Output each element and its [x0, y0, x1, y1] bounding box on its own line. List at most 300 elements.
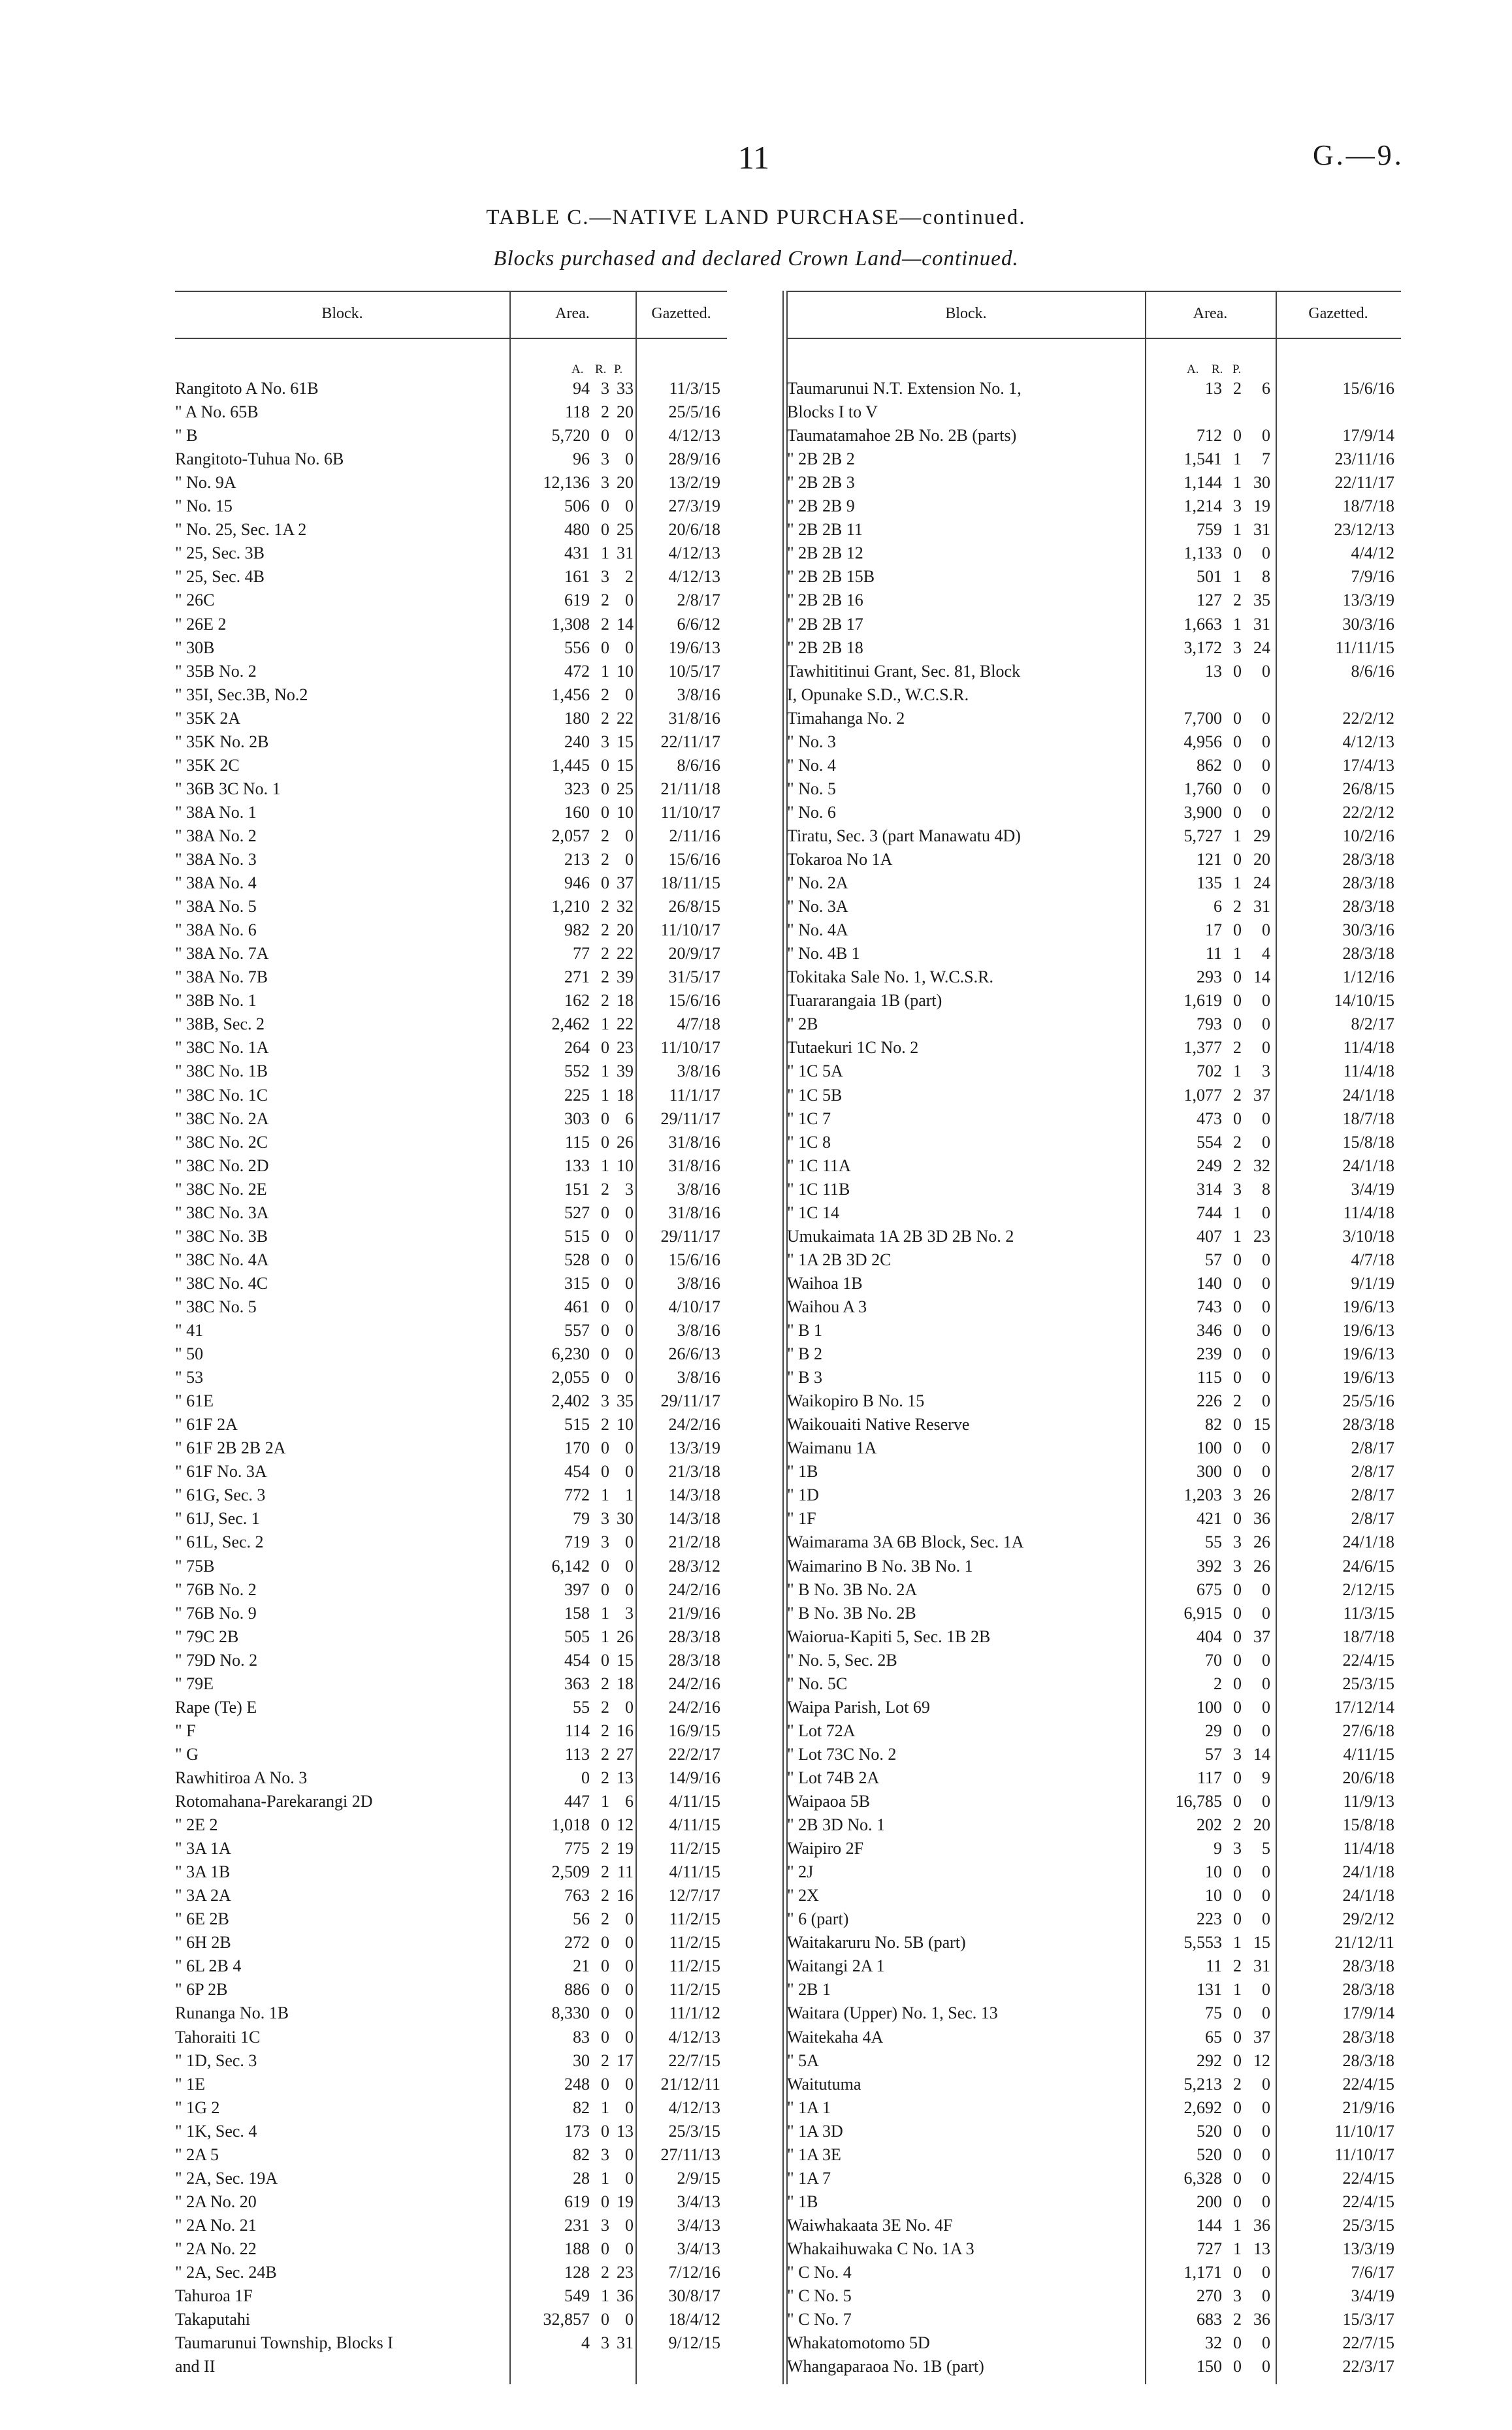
- left-table: [175, 291, 727, 2384]
- acres-cell: 2,509: [551, 1862, 590, 1882]
- acres-cell: 472: [564, 661, 590, 681]
- acres-cell: 188: [564, 2239, 590, 2258]
- gazetted-cell: 31/8/16: [668, 1156, 720, 1175]
- acres-cell: 115: [1197, 1368, 1222, 1387]
- table-row: [175, 2051, 727, 2073]
- block-cell: " 38C No. 1B: [175, 1061, 268, 1081]
- gazetted-cell: 2/8/17: [1351, 1485, 1394, 1505]
- gazetted-cell: 15/6/16: [1342, 379, 1394, 398]
- roods-cell: 0: [601, 2310, 609, 2329]
- table-row: [175, 709, 727, 730]
- table-row: [787, 2003, 1401, 2025]
- acres-cell: 515: [564, 1226, 590, 1246]
- acres-cell: 675: [1197, 1580, 1222, 1599]
- perches-cell: 0: [1262, 1697, 1270, 1717]
- table-row: [175, 756, 727, 777]
- perches-cell: 18: [617, 1085, 634, 1105]
- perches-cell: 0: [1262, 1273, 1270, 1293]
- gazetted-cell: 24/1/18: [1342, 1156, 1394, 1175]
- gazetted-cell: 2/12/15: [1342, 1580, 1394, 1599]
- perches-cell: 9: [1262, 1768, 1270, 1787]
- roods-cell: 2: [601, 897, 609, 916]
- table-row: [175, 1086, 727, 1107]
- block-cell: " 3A 2A: [175, 1886, 231, 1905]
- table-row: [175, 1368, 727, 1389]
- gazetted-cell: 15/8/18: [1342, 1815, 1394, 1835]
- roods-cell: 3: [1233, 1532, 1242, 1552]
- acres-cell: 248: [564, 2074, 590, 2094]
- acres-cell: 619: [564, 591, 590, 610]
- perches-cell: 17: [617, 2050, 634, 2070]
- roods-cell: 0: [601, 1109, 609, 1128]
- perches-cell: 0: [1262, 1462, 1270, 1482]
- perches-cell: 0: [1262, 2145, 1270, 2164]
- table-row: [787, 1415, 1401, 1436]
- table-row: [175, 1415, 727, 1436]
- perches-cell: 0: [1262, 1603, 1270, 1623]
- acres-cell: 32: [1205, 2333, 1222, 2353]
- perches-cell: 0: [625, 638, 634, 657]
- perches-cell: 0: [625, 1697, 634, 1717]
- perches-cell: 18: [617, 1674, 634, 1693]
- gazetted-cell: 21/11/18: [660, 779, 720, 798]
- acres-cell: 314: [1197, 1179, 1222, 1199]
- table-row: [787, 1698, 1401, 1719]
- table-row: [175, 1250, 727, 1272]
- roods-cell: 0: [1233, 1297, 1242, 1316]
- roods-cell: 0: [601, 2074, 609, 2094]
- perches-cell: 32: [617, 897, 634, 916]
- acres-cell: 557: [564, 1321, 590, 1340]
- roods-cell: 0: [1233, 2357, 1242, 2376]
- acres-cell: 1,541: [1183, 449, 1222, 469]
- gazetted-cell: 4/11/15: [1343, 1744, 1394, 1764]
- table-row: [175, 1038, 727, 1060]
- table-row: [787, 2145, 1401, 2167]
- table-row: [175, 1886, 727, 1907]
- table-row: [175, 1839, 727, 1860]
- perches-cell: 20: [1253, 1815, 1270, 1835]
- table-row: [175, 1580, 727, 1602]
- acres-cell: 13: [1205, 379, 1222, 398]
- roods-cell: 3: [601, 2145, 609, 2164]
- block-cell: " 38C No. 2C: [175, 1132, 268, 1152]
- acres-cell: 5,213: [1183, 2074, 1222, 2094]
- perches-cell: 0: [625, 1297, 634, 1316]
- block-cell: Waitakaruru No. 5B (part): [787, 1933, 966, 1952]
- roods-cell: 0: [601, 1132, 609, 1152]
- block-cell: " 5A: [787, 2050, 819, 2070]
- block-cell: " 1E: [175, 2074, 205, 2094]
- table-row: [787, 1061, 1401, 1083]
- roods-cell: 2: [1233, 591, 1242, 610]
- roods-cell: 0: [1233, 1603, 1242, 1623]
- table-row: [787, 685, 1401, 707]
- perches-cell: 4: [1262, 944, 1270, 964]
- table-row: [787, 826, 1401, 848]
- block-cell: " 1D: [787, 1485, 819, 1505]
- roods-cell: 1: [1233, 873, 1242, 893]
- acres-cell: 454: [564, 1650, 590, 1670]
- acres-cell: 82: [573, 2145, 590, 2164]
- roods-cell: 0: [1233, 2168, 1242, 2188]
- gazetted-cell: 3/10/18: [1342, 1226, 1394, 1246]
- block-cell: Waitangi 2A 1: [787, 1956, 885, 1976]
- block-cell: " Lot 73C No. 2: [787, 1744, 897, 1764]
- acres-cell: 4,956: [1183, 732, 1222, 751]
- perches-cell: 22: [617, 708, 634, 728]
- gazetted-cell: 14/3/18: [668, 1509, 720, 1529]
- top-rule: [175, 291, 727, 292]
- gazetted-cell: 24/1/18: [1342, 1886, 1394, 1905]
- gazetted-cell: 22/2/12: [1342, 802, 1394, 822]
- gazetted-cell: 8/6/16: [677, 755, 720, 775]
- table-row: [175, 1061, 727, 1083]
- roods-cell: 0: [1233, 1415, 1242, 1434]
- block-cell: " 30B: [175, 638, 215, 657]
- acres-cell: 744: [1197, 1203, 1222, 1222]
- gazetted-cell: 18/7/18: [1342, 496, 1394, 516]
- gazetted-cell: 14/9/16: [668, 1768, 720, 1787]
- block-cell: Runanga No. 1B: [175, 2003, 289, 2023]
- acres-cell: 9: [1214, 1839, 1222, 1858]
- perches-cell: 15: [617, 1650, 634, 1670]
- roods-cell: 0: [601, 802, 609, 822]
- roods-cell: 0: [1233, 2027, 1242, 2047]
- block-cell: " 38C No. 1A: [175, 1038, 269, 1058]
- roods-cell: 0: [601, 873, 609, 893]
- block-cell: " 2A No. 20: [175, 2192, 257, 2211]
- acres-cell: 127: [1197, 591, 1222, 610]
- center-double-rule: [782, 291, 784, 2384]
- acres-cell: 231: [564, 2215, 590, 2235]
- perches-cell: 23: [617, 2263, 634, 2282]
- acres-cell: 480: [564, 520, 590, 540]
- gazetted-cell: 3/4/19: [1351, 2286, 1394, 2306]
- table-row: [787, 2051, 1401, 2073]
- table-row: [787, 567, 1401, 589]
- acres-cell: 292: [1197, 2050, 1222, 2070]
- block-cell: " No. 5, Sec. 2B: [787, 1650, 897, 1670]
- table-row: [175, 991, 727, 1012]
- block-cell: Taumatamahoe 2B No. 2B (parts): [787, 426, 1017, 446]
- acres-cell: 1,018: [551, 1815, 590, 1835]
- block-cell: " 1C 5A: [787, 1061, 843, 1081]
- perches-cell: 35: [617, 1391, 634, 1411]
- gazetted-cell: 27/3/19: [668, 496, 720, 516]
- acres-cell: 2: [1214, 1674, 1222, 1693]
- acres-cell: 552: [564, 1061, 590, 1081]
- block-cell: " 38A No. 6: [175, 920, 257, 940]
- acres-cell: 32,857: [543, 2310, 590, 2329]
- roods-cell: 0: [601, 1321, 609, 1340]
- perches-cell: 0: [1262, 1368, 1270, 1387]
- table-row: [175, 473, 727, 494]
- gazetted-cell: 22/4/15: [1342, 2192, 1394, 2211]
- block-cell: " No. 4A: [787, 920, 848, 940]
- gazetted-cell: 11/10/17: [1334, 2121, 1394, 2141]
- perches-cell: 29: [1253, 826, 1270, 845]
- table-row: [175, 449, 727, 471]
- table-row: [175, 1532, 727, 1554]
- gazetted-cell: 3/8/16: [677, 1061, 720, 1081]
- perches-cell: 36: [617, 2286, 634, 2306]
- perches-cell: 0: [1262, 2121, 1270, 2141]
- perches-cell: 36: [1253, 2215, 1270, 2235]
- gazetted-cell: 3/8/16: [677, 1273, 720, 1293]
- acres-cell: 1,456: [551, 685, 590, 704]
- acres-cell: 0: [581, 1768, 590, 1787]
- roods-cell: 1: [1233, 473, 1242, 493]
- table-row: [787, 1156, 1401, 1178]
- perches-cell: 0: [1262, 1132, 1270, 1152]
- block-cell: " 2B 3D No. 1: [787, 1815, 886, 1835]
- gazetted-cell: 29/11/17: [660, 1391, 720, 1411]
- roods-cell: 2: [601, 1674, 609, 1693]
- gazetted-column-header: Gazetted.: [1308, 305, 1368, 322]
- perches-cell: 0: [625, 1226, 634, 1246]
- gazetted-cell: 13/2/19: [668, 473, 720, 493]
- acres-cell: 213: [564, 850, 590, 869]
- gazetted-cell: 3/4/13: [677, 2192, 720, 2211]
- perches-cell: 8: [1262, 567, 1270, 587]
- block-cell: I, Opunake S.D., W.C.S.R.: [787, 685, 969, 704]
- acres-cell: 29: [1205, 1721, 1222, 1740]
- table-row: [175, 2263, 727, 2284]
- acres-cell: 96: [573, 449, 590, 469]
- table-row: [175, 1909, 727, 1931]
- table-title: TABLE C.—NATIVE LAND PURCHASE—continued.: [486, 206, 1026, 229]
- table-row: [787, 991, 1401, 1012]
- gazetted-cell: 21/12/11: [660, 2074, 720, 2094]
- table-row: [787, 449, 1401, 471]
- acres-cell: 30: [573, 2050, 590, 2070]
- table-row: [175, 685, 727, 707]
- table-row: [787, 1768, 1401, 1790]
- table-row: [175, 1745, 727, 1766]
- gazetted-cell: 20/6/18: [1342, 1768, 1394, 1787]
- roods-cell: 0: [601, 1650, 609, 1670]
- roods-cell: 0: [1233, 2050, 1242, 2070]
- perches-cell: 39: [617, 967, 634, 987]
- gazetted-cell: 11/9/13: [1343, 1792, 1394, 1811]
- block-cell: " 2B 2B 16: [787, 591, 863, 610]
- gazetted-cell: 13/3/19: [1342, 591, 1394, 610]
- table-row: [787, 1180, 1401, 1201]
- gazetted-cell: 22/11/17: [660, 732, 720, 751]
- acres-cell: 506: [564, 496, 590, 516]
- roods-cell: 0: [1233, 1627, 1242, 1646]
- roods-cell: 0: [1233, 426, 1242, 446]
- header-rule: [175, 338, 727, 339]
- acres-cell: 6,230: [551, 1344, 590, 1364]
- gazetted-cell: 26/8/15: [668, 897, 720, 916]
- gazetted-cell: 10/2/16: [1342, 826, 1394, 845]
- block-cell: " 1F: [787, 1509, 816, 1529]
- table-row: [787, 1557, 1401, 1578]
- perches-cell: 0: [1262, 1580, 1270, 1599]
- acres-cell: 162: [564, 991, 590, 1011]
- table-row: [175, 897, 727, 918]
- perches-cell: 0: [625, 850, 634, 869]
- acres-cell: 3,900: [1183, 802, 1222, 822]
- table-row: [175, 2286, 727, 2308]
- table-row: [787, 1203, 1401, 1225]
- acres-cell: 82: [1205, 1415, 1222, 1434]
- acres-cell: 407: [1197, 1226, 1222, 1246]
- acres-cell: 549: [564, 2286, 590, 2306]
- acres-cell: 239: [1197, 1344, 1222, 1364]
- roods-cell: 0: [601, 2239, 609, 2258]
- perches-cell: 37: [617, 873, 634, 893]
- block-cell: " G: [175, 1744, 199, 1764]
- acres-cell: 133: [564, 1156, 590, 1175]
- roods-unit: R.: [595, 363, 607, 376]
- roods-cell: 0: [1233, 967, 1242, 987]
- roods-cell: 1: [1233, 449, 1242, 469]
- table-row: [175, 615, 727, 636]
- table-row: [787, 944, 1401, 965]
- table-row: [787, 1109, 1401, 1131]
- table-row: [175, 1321, 727, 1342]
- acres-cell: 775: [564, 1839, 590, 1858]
- table-row: [787, 1651, 1401, 1672]
- roods-cell: 3: [1233, 1556, 1242, 1576]
- gazetted-cell: 18/11/15: [660, 873, 720, 893]
- acres-cell: 16,785: [1175, 1792, 1222, 1811]
- block-cell: " 79D No. 2: [175, 1650, 258, 1670]
- roods-cell: 1: [1233, 944, 1242, 964]
- block-cell: " 2B: [787, 1014, 818, 1034]
- perches-cell: 6: [625, 1109, 634, 1128]
- table-row: [175, 826, 727, 848]
- table-row: [175, 1274, 727, 1295]
- perches-cell: 25: [617, 779, 634, 798]
- acres-cell: 270: [1197, 2286, 1222, 2306]
- roods-cell: 1: [601, 1014, 609, 1034]
- center-double-rule: [786, 291, 788, 2384]
- perches-cell: 10: [617, 1156, 634, 1175]
- perches-cell: 0: [1262, 1038, 1270, 1058]
- perches-cell: 0: [1262, 1862, 1270, 1882]
- roods-cell: 0: [1233, 1014, 1242, 1034]
- gazetted-cell: 28/3/18: [1342, 897, 1394, 916]
- roods-cell: 0: [1233, 1768, 1242, 1787]
- acres-cell: 5,553: [1183, 1933, 1222, 1952]
- acres-cell: 501: [1197, 567, 1222, 587]
- perches-cell: 0: [1262, 732, 1270, 751]
- perches-cell: 36: [1253, 1509, 1270, 1529]
- acres-cell: 28: [573, 2168, 590, 2188]
- roods-cell: 3: [1233, 1485, 1242, 1505]
- gazetted-cell: 19/6/13: [1342, 1297, 1394, 1316]
- acres-cell: 515: [564, 1415, 590, 1434]
- acres-cell: 556: [564, 638, 590, 657]
- roods-cell: 3: [601, 473, 609, 493]
- acres-cell: 272: [564, 1933, 590, 1952]
- block-cell: " 1C 14: [787, 1203, 839, 1222]
- block-cell: " 35I, Sec.3B, No.2: [175, 685, 308, 704]
- gazetted-cell: 25/3/15: [1342, 1674, 1394, 1693]
- block-cell: " 38A No. 7B: [175, 967, 268, 987]
- roods-cell: 0: [1233, 732, 1242, 751]
- roods-cell: 0: [1233, 1109, 1242, 1128]
- table-row: [787, 1368, 1401, 1389]
- table-row: [787, 850, 1401, 871]
- gazetted-cell: 24/2/16: [668, 1674, 720, 1693]
- acres-cell: 114: [564, 1721, 590, 1740]
- block-cell: " 75B: [175, 1556, 215, 1576]
- perches-cell: 15: [617, 755, 634, 775]
- gazetted-cell: 28/3/18: [668, 1627, 720, 1646]
- table-row: [175, 1344, 727, 1366]
- gazetted-cell: 24/2/16: [668, 1697, 720, 1717]
- acres-cell: 2,402: [551, 1391, 590, 1411]
- block-cell: " 2B 2B 18: [787, 638, 863, 657]
- gazetted-cell: 11/2/15: [669, 1909, 720, 1929]
- roods-cell: 3: [601, 1532, 609, 1552]
- table-row: [175, 1862, 727, 1884]
- gazetted-cell: 4/10/17: [668, 1297, 720, 1316]
- block-cell: " 2E 2: [175, 1815, 218, 1835]
- gazetted-cell: 30/8/17: [668, 2286, 720, 2306]
- roods-cell: 0: [1233, 1509, 1242, 1529]
- roods-cell: 0: [601, 1273, 609, 1293]
- table-row: [787, 638, 1401, 660]
- gazetted-cell: 4/12/13: [668, 567, 720, 587]
- roods-cell: 2: [601, 826, 609, 845]
- acres-cell: 793: [1197, 1014, 1222, 1034]
- acres-cell: 118: [564, 402, 590, 422]
- acres-cell: 1,203: [1183, 1485, 1222, 1505]
- gazetted-cell: 24/2/16: [668, 1415, 720, 1434]
- table-row: [175, 1815, 727, 1837]
- gazetted-cell: 2/8/17: [1351, 1438, 1394, 1458]
- block-cell: " 61F No. 3A: [175, 1462, 267, 1482]
- block-cell: Tiratu, Sec. 3 (part Manawatu 4D): [787, 826, 1021, 845]
- perches-cell: 0: [625, 449, 634, 469]
- table-row: [787, 1485, 1401, 1507]
- table-row: [175, 1933, 727, 1954]
- roods-cell: 3: [601, 2215, 609, 2235]
- roods-cell: 2: [601, 1886, 609, 1905]
- gazetted-cell: 11/10/17: [660, 1038, 720, 1058]
- roods-cell: 0: [601, 496, 609, 516]
- perches-cell: 3: [625, 1179, 634, 1199]
- roods-cell: 0: [601, 1226, 609, 1246]
- acres-cell: 144: [1197, 2215, 1222, 2235]
- block-cell: Timahanga No. 2: [787, 708, 905, 728]
- gazetted-cell: 21/12/11: [1334, 1933, 1394, 1952]
- acres-cell: 712: [1197, 426, 1222, 446]
- acres-cell: 772: [564, 1485, 590, 1505]
- table-row: [787, 543, 1401, 565]
- gazetted-cell: 8/2/17: [1351, 1014, 1394, 1034]
- roods-cell: 0: [601, 1038, 609, 1058]
- gazetted-cell: 29/2/12: [1342, 1909, 1394, 1929]
- block-cell: " 25, Sec. 3B: [175, 543, 265, 563]
- acres-cell: 160: [564, 802, 590, 822]
- gazetted-cell: 28/3/18: [668, 1650, 720, 1670]
- block-cell: " 38C No. 4C: [175, 1273, 268, 1293]
- table-row: [787, 1674, 1401, 1696]
- roods-cell: 0: [601, 1956, 609, 1976]
- roods-cell: 1: [1233, 1203, 1242, 1222]
- table-row: [175, 2169, 727, 2190]
- acres-cell: 886: [564, 1980, 590, 2000]
- acres-cell: 161: [564, 567, 590, 587]
- acres-cell: 392: [1197, 1556, 1222, 1576]
